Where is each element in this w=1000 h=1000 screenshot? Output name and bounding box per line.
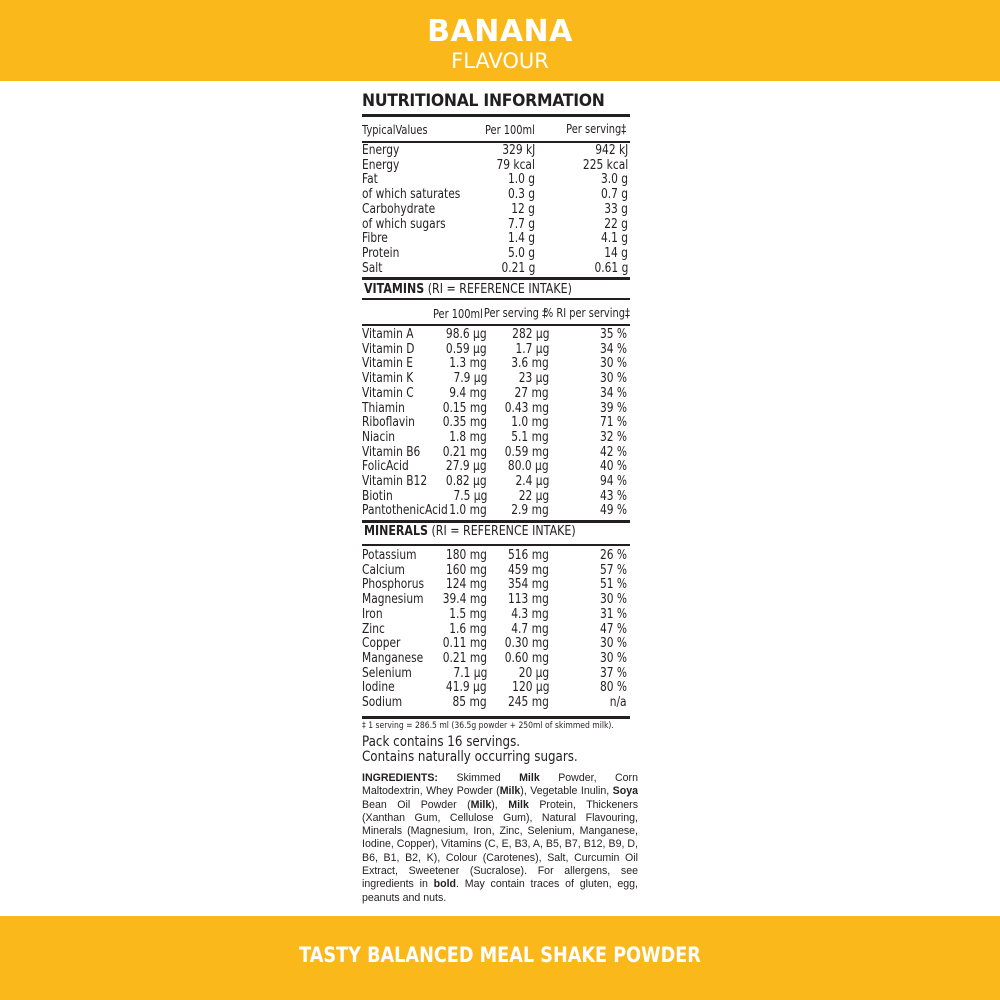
mineral-per-100ml: 0.21 mg	[442, 650, 487, 666]
mineral-per-100ml: 41.9 µg	[446, 680, 487, 696]
nutrient-per-serving: 0.61 g	[594, 260, 628, 276]
ingredient-text-run: Skimmed	[437, 772, 520, 784]
nutrient-per-serving: 22 g	[604, 216, 628, 232]
minerals-heading: MINERALS (RI = REFERENCE INTAKE)	[364, 524, 576, 539]
nutrient-per-serving: 0.7 g	[600, 187, 628, 203]
nutrition-bottom-rule	[362, 277, 630, 280]
nutrient-per-100ml: 0.21 g	[501, 260, 535, 276]
vitamin-name: Thiamin	[362, 400, 405, 416]
nutrient-per-100ml: 329 kJ	[501, 143, 535, 158]
nutrient-per-serving: 4.1 g	[600, 231, 628, 247]
nutrient-name: Salt	[362, 260, 383, 276]
vitamin-per-serving: 2.4 µg	[515, 474, 549, 489]
vitamin-per-serving: 1.7 µg	[515, 341, 549, 357]
vitamin-per-serving: 1.0 mg	[511, 415, 549, 431]
vitamin-name: Vitamin B6	[362, 444, 421, 460]
vitamin-per-100ml: 0.59 µg	[446, 341, 487, 357]
vitamin-per-100ml: 98.6 µg	[446, 327, 487, 342]
vitamin-name: Vitamin A	[362, 327, 414, 342]
vitamin-name: Niacin	[362, 429, 396, 445]
vit-col-ri: % RI per serving‡	[543, 306, 630, 320]
vitamin-ri: 35 %	[599, 327, 627, 342]
ingredient-bold-run: Milk	[499, 785, 521, 798]
mineral-ri: n/a	[610, 695, 627, 710]
nutrient-per-100ml: 1.0 g	[507, 172, 535, 188]
ingredient-bold-run: INGREDIENTS:	[362, 772, 438, 784]
ingredient-bold-run: Soya	[612, 785, 638, 798]
mineral-per-100ml: 124 mg	[446, 577, 487, 593]
mineral-per-100ml: 39.4 mg	[442, 592, 487, 608]
vitamins-heading: VITAMINS (RI = REFERENCE INTAKE)	[364, 282, 572, 297]
nutrient-name: of which saturates	[362, 187, 461, 203]
vitamin-ri: 34 %	[599, 341, 627, 357]
mineral-per-serving: 245 mg	[508, 695, 549, 710]
vitamin-per-serving: 5.1 mg	[511, 429, 549, 445]
col-per-100ml: Per 100ml	[485, 123, 535, 137]
top-banner	[0, 0, 1000, 81]
vitamins-bottom-rule	[362, 520, 630, 523]
serving-footnote: ‡ 1 serving = 286.5 ml (36.5g powder + 250ml of skimmed milk).	[362, 721, 614, 731]
mineral-ri: 57 %	[599, 562, 627, 578]
vitamin-per-serving: 282 µg	[511, 327, 549, 342]
mineral-per-serving: 459 mg	[508, 562, 549, 578]
mineral-per-100ml: 1.6 mg	[449, 621, 487, 637]
mineral-name: Manganese	[362, 650, 424, 666]
nutrient-name: Energy	[362, 143, 400, 158]
nutrient-per-100ml: 7.7 g	[507, 216, 535, 232]
flavour-title: BANANA	[427, 14, 573, 49]
vitamin-per-100ml: 0.21 mg	[442, 444, 487, 460]
vitamin-ri: 42 %	[599, 444, 627, 460]
vitamin-per-100ml: 1.0 mg	[449, 503, 487, 519]
mineral-name: Phosphorus	[362, 577, 424, 593]
mineral-name: Iodine	[362, 680, 395, 696]
ingredient-text-run: Bean Oil Powder (	[362, 798, 471, 811]
mineral-ri: 30 %	[599, 636, 627, 652]
vit-col-per-serving: Per serving ‡	[483, 306, 547, 320]
mineral-per-serving: 516 mg	[508, 548, 549, 563]
vitamin-ri: 39 %	[599, 400, 627, 416]
mineral-name: Magnesium	[362, 592, 424, 608]
vitamin-name: Vitamin B12	[362, 474, 428, 489]
nutrient-per-100ml: 79 kcal	[496, 157, 535, 173]
mineral-ri: 26 %	[599, 548, 627, 563]
nutrient-name: Protein	[362, 245, 400, 261]
mineral-per-serving: 354 mg	[508, 577, 549, 593]
vitamin-per-100ml: 7.5 µg	[453, 488, 487, 504]
vitamin-per-serving: 2.9 mg	[511, 503, 549, 519]
vitamin-per-100ml: 7.9 µg	[453, 371, 487, 387]
header-rule	[362, 141, 630, 143]
nutrient-name: Fat	[362, 172, 378, 188]
flavour-subtitle: FLAVOUR	[451, 49, 549, 73]
mineral-ri: 47 %	[599, 621, 627, 637]
mineral-ri: 51 %	[599, 577, 627, 593]
nutrient-per-100ml: 0.3 g	[507, 187, 535, 203]
mineral-name: Copper	[362, 636, 401, 652]
ingredient-text-run: ), Vegetable Inulin,	[520, 785, 613, 798]
heading-rule	[362, 114, 630, 117]
vitamin-per-100ml: 0.82 µg	[446, 474, 487, 489]
mineral-per-serving: 0.60 mg	[504, 650, 549, 666]
mineral-per-serving: 113 mg	[508, 592, 549, 608]
nutrient-name: of which sugars	[362, 216, 446, 232]
mineral-name: Potassium	[362, 548, 417, 563]
vitamin-name: Riboflavin	[362, 415, 415, 431]
vitamin-ri: 40 %	[599, 459, 627, 475]
vit-col-per-100ml: Per 100ml	[433, 307, 483, 321]
vitamin-per-serving: 80.0 µg	[508, 459, 549, 475]
vitamin-name: FolicAcid	[362, 459, 409, 475]
vitamin-per-serving: 27 mg	[514, 385, 549, 401]
mineral-per-serving: 4.7 mg	[511, 621, 549, 637]
vitamin-ri: 43 %	[599, 488, 627, 504]
mineral-per-100ml: 160 mg	[446, 562, 487, 578]
ingredients-text	[362, 772, 638, 905]
col-typical-values: TypicalValues	[362, 123, 428, 137]
vitamin-ri: 71 %	[599, 415, 627, 431]
nutrient-per-100ml: 1.4 g	[507, 231, 535, 247]
vitamin-per-serving: 22 µg	[518, 488, 549, 504]
mineral-per-serving: 0.30 mg	[504, 636, 549, 652]
vitamin-per-serving: 0.43 mg	[504, 400, 549, 416]
mineral-per-100ml: 85 mg	[452, 695, 487, 710]
mineral-per-100ml: 180 mg	[446, 548, 487, 563]
vitamin-ri: 30 %	[599, 371, 627, 387]
mineral-name: Zinc	[362, 621, 385, 637]
vitamin-ri: 34 %	[599, 385, 627, 401]
vitamin-name: Vitamin C	[362, 385, 414, 401]
nutrient-per-serving: 3.0 g	[600, 172, 628, 188]
mineral-ri: 30 %	[599, 592, 627, 608]
nutrient-per-serving: 14 g	[604, 245, 628, 261]
vitamin-name: PantothenicAcid	[362, 503, 448, 519]
nutrient-name: Carbohydrate	[362, 201, 436, 217]
col-per-serving: Per serving‡	[565, 122, 626, 136]
nutrient-per-serving: 225 kcal	[582, 157, 628, 173]
mineral-per-100ml: 0.11 mg	[442, 636, 487, 652]
minerals-bottom-rule	[362, 716, 630, 719]
nutrient-name: Fibre	[362, 231, 388, 247]
ingredient-text-run: Protein, Thickeners (Xanthan Gum, Cellulose Gum), Natural Flavouring, Minerals (Magnesium, Iron, Zinc, Selenium, Manganese, Iodine, Copper), Vitamins (C, E, B3, A, B5, B7, B12, B9, D, B6, B1, B2, K), Colour (Carotenes), Salt, Curcumin Oil Extract, Sweetener (Sucralose). For allergens, see ingredients in	[362, 798, 638, 891]
ingredient-text-run: . May contain traces of gluten, egg, peanuts and nuts.	[362, 878, 638, 904]
mineral-ri: 30 %	[599, 650, 627, 666]
vitamin-ri: 49 %	[599, 503, 627, 519]
mineral-name: Calcium	[362, 562, 405, 578]
nutrition-heading: NUTRITIONAL INFORMATION	[362, 91, 605, 111]
ingredient-text-run: ),	[491, 798, 509, 811]
vitamins-heading-rule	[362, 298, 630, 300]
vitamin-ri: 32 %	[599, 429, 627, 445]
pack-info-line: Pack contains 16 servings.	[362, 734, 521, 750]
mineral-per-100ml: 7.1 µg	[453, 665, 487, 681]
vitamin-per-serving: 0.59 mg	[504, 444, 549, 460]
ingredient-bold-run: Milk	[519, 772, 540, 784]
mineral-per-100ml: 1.5 mg	[449, 606, 487, 622]
vitamins-col-rule	[362, 324, 630, 326]
mineral-per-serving: 4.3 mg	[511, 606, 549, 622]
vitamin-per-100ml: 27.9 µg	[446, 459, 487, 475]
vitamin-per-serving: 3.6 mg	[511, 356, 549, 372]
vitamin-per-100ml: 0.35 mg	[442, 415, 487, 431]
vitamin-per-100ml: 0.15 mg	[442, 400, 487, 416]
ingredient-bold-run: Milk	[470, 798, 492, 811]
vitamin-name: Biotin	[362, 488, 393, 504]
nutrient-per-serving: 33 g	[604, 201, 628, 217]
vitamin-per-100ml: 1.8 mg	[449, 429, 487, 445]
vitamin-name: Vitamin K	[362, 371, 414, 387]
nutrient-per-100ml: 5.0 g	[507, 245, 535, 261]
product-tagline: TASTY BALANCED MEAL SHAKE POWDER	[299, 943, 701, 967]
minerals-heading-rule	[362, 544, 630, 546]
mineral-per-serving: 120 µg	[511, 680, 549, 696]
ingredient-bold-run: bold	[433, 878, 457, 891]
mineral-name: Sodium	[362, 695, 403, 710]
vitamin-ri: 30 %	[599, 356, 627, 372]
vitamin-per-100ml: 1.3 mg	[449, 356, 487, 372]
mineral-name: Iron	[362, 606, 383, 622]
vitamin-per-100ml: 9.4 mg	[449, 385, 487, 401]
nutrient-per-100ml: 12 g	[511, 201, 535, 217]
mineral-ri: 80 %	[599, 680, 627, 696]
nutrient-name: Energy	[362, 157, 400, 173]
mineral-per-serving: 20 µg	[518, 665, 549, 681]
vitamin-per-serving: 23 µg	[518, 371, 549, 387]
pack-info-line: Contains naturally occurring sugars.	[362, 749, 578, 765]
vitamin-ri: 94 %	[599, 474, 627, 489]
ingredient-bold-run: Milk	[508, 798, 529, 811]
bottom-banner	[0, 916, 1000, 1000]
mineral-name: Selenium	[362, 665, 412, 681]
vitamin-name: Vitamin D	[362, 341, 415, 357]
mineral-ri: 37 %	[599, 665, 627, 681]
mineral-ri: 31 %	[599, 606, 627, 622]
nutrient-per-serving: 942 kJ	[594, 143, 628, 158]
vitamin-name: Vitamin E	[362, 356, 413, 372]
ingredient-text-run: Powder, Corn Maltodextrin, Whey Powder (	[362, 772, 638, 798]
